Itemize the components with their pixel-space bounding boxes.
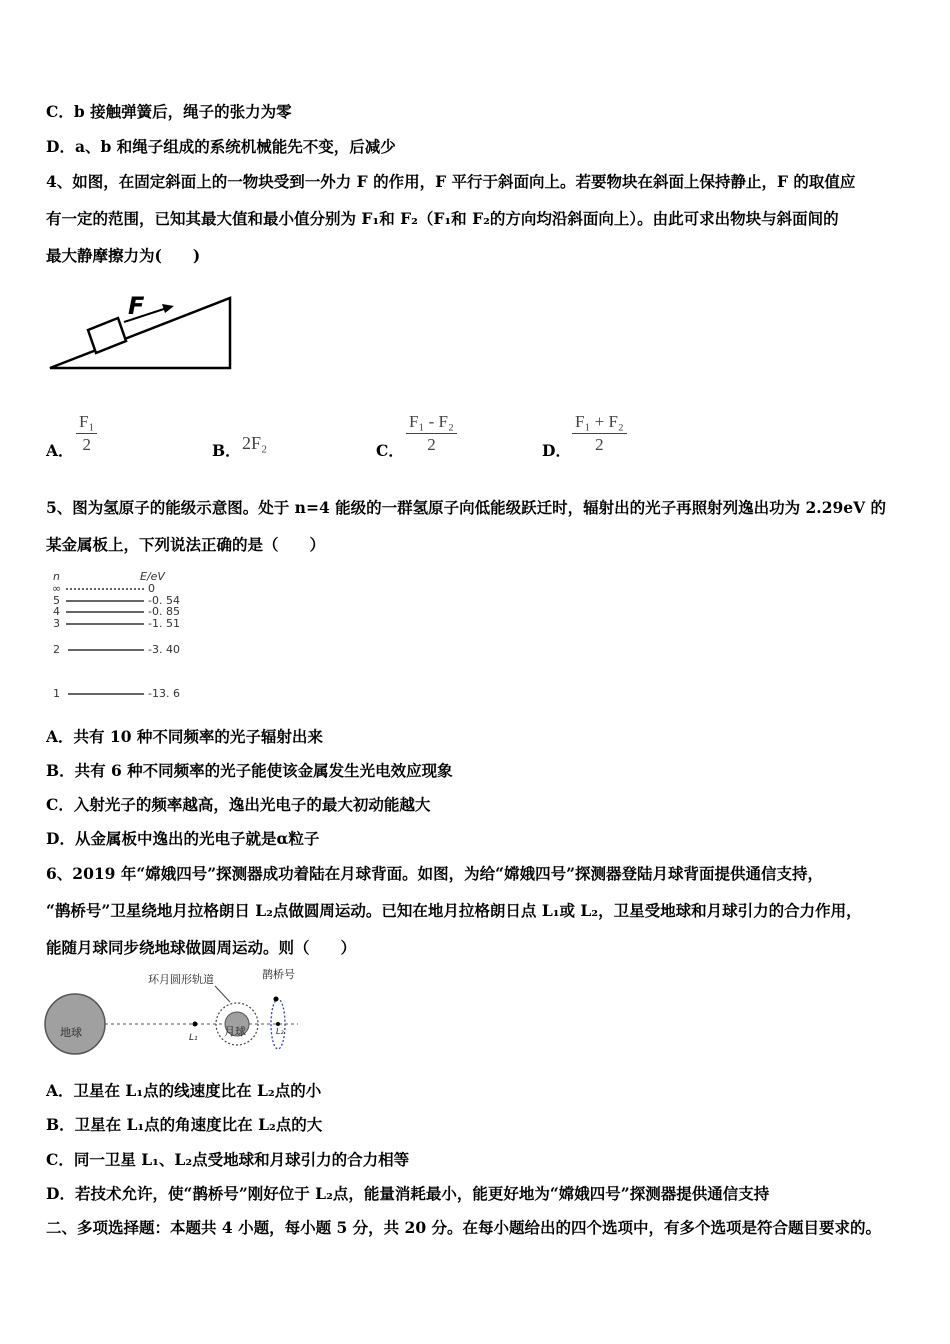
level-e: 0	[148, 582, 155, 595]
l1-point	[193, 1022, 198, 1027]
q4-option-d-fraction	[572, 412, 627, 456]
level-n: 4	[53, 605, 60, 618]
level-n: 3	[53, 617, 60, 630]
q4-option-c-fraction	[406, 412, 457, 456]
moon-label: 月球	[224, 1025, 246, 1038]
q3-option-c: C．b 接触弹簧后，绳子的张力为零	[46, 102, 292, 121]
q6-option-c: C．同一卫星 L₁、L₂点受地球和月球引力的合力相等	[46, 1150, 410, 1169]
orbit-label: 环月圆形轨道	[148, 973, 214, 986]
q6-option-a: A．卫星在 L₁点的线速度比在 L₂点的小	[46, 1081, 322, 1100]
col-n-header: n	[53, 570, 60, 583]
q4-option-b-label: B．	[212, 441, 241, 460]
l1-label: L₁	[189, 1033, 198, 1043]
l2-point	[276, 1022, 280, 1026]
l2-label: L₂	[276, 1027, 284, 1036]
force-label: F	[128, 292, 145, 320]
q5-energy-level-diagram	[44, 566, 204, 706]
level-e: -0. 54	[148, 594, 180, 607]
q4-option-c-numerator: F₁ - F₂	[406, 412, 457, 434]
level-n: 1	[53, 687, 60, 700]
q5-option-b: B．共有 6 种不同频率的光子能使该金属发生光电效应现象	[46, 761, 453, 780]
q4-option-d-numerator: F₁ + F₂	[572, 412, 627, 434]
satellite-label: 鹊桥号	[262, 968, 295, 981]
earth-circle	[45, 994, 105, 1054]
q6-option-b: B．卫星在 L₁点的角速度比在 L₂点的大	[46, 1115, 323, 1134]
q4-stem-line1: 4、如图，在固定斜面上的一物块受到一外力 F 的作用，F 平行于斜面向上。若要物块在斜面上保持静止，F 的取值应	[46, 172, 856, 191]
level-e: -3. 40	[148, 643, 180, 656]
orbit-label-pointer	[215, 986, 230, 1002]
q3-option-d: D．a、b 和绳子组成的系统机械能先不变，后减少	[46, 137, 396, 156]
q4-option-a-denominator: 2	[82, 435, 91, 454]
level-n: 2	[53, 643, 60, 656]
q4-option-c-label: C．	[376, 441, 404, 460]
q5-option-d: D．从金属板中逸出的光电子就是α粒子	[46, 829, 320, 848]
q5-stem-line1: 5、图为氢原子的能级示意图。处于 n=4 能级的一群氢原子向低能级跃迁时，辐射出的光子再照射列逸出功为 2.29eV 的	[46, 498, 887, 517]
q6-stem-line2: “鹊桥号”卫星绕地月拉格朗日 L₂点做圆周运动。已知在地月拉格朗日点 L₁或 L₂，卫星受地球和月球引力的合力作用，	[46, 901, 862, 920]
q5-stem-line2: 某金属板上，下列说法正确的是（ ）	[46, 535, 326, 554]
section-2-heading: 二、多项选择题：本题共 4 小题，每小题 5 分，共 20 分。在每小题给出的四个选项中，有多个选项是符合题目要求的。	[46, 1218, 882, 1237]
q4-incline-figure	[44, 286, 239, 376]
q4-option-a-fraction	[76, 412, 97, 456]
q4-option-b-expr: 2F₂	[242, 433, 268, 453]
q5-option-c: C．入射光子的频率越高，逸出光电子的最大初动能越大	[46, 795, 431, 814]
q5-option-a: A．共有 10 种不同频率的光子辐射出来	[46, 727, 323, 746]
block	[88, 318, 126, 353]
q4-option-d-denominator: 2	[595, 435, 604, 454]
level-e: -0. 85	[148, 605, 180, 618]
q4-option-a-numerator: F₁	[76, 412, 97, 434]
q4-option-c-denominator: 2	[427, 435, 436, 454]
q6-option-d: D．若技术允许，使“鹊桥号”刚好位于 L₂点，能量消耗最小，能更好地为“嫦娥四号”探测器提供通信支持	[46, 1184, 770, 1203]
q6-earth-moon-diagram	[40, 962, 310, 1062]
queqiao-satellite	[274, 997, 279, 1002]
q4-stem-line3: 最大静摩擦力为( )	[46, 246, 201, 265]
force-arrow-head	[162, 304, 174, 313]
q4-option-a-label: A．	[46, 441, 74, 460]
q6-stem-line1: 6、2019 年“嫦娥四号”探测器成功着陆在月球背面。如图，为给“嫦娥四号”探测器登陆月球背面提供通信支持，	[46, 864, 823, 883]
q4-option-d-label: D．	[542, 441, 571, 460]
q4-stem-line2: 有一定的范围，已知其最大值和最小值分别为 F₁和 F₂（F₁和 F₂的方向均沿斜面向上）。由此可求出物块与斜面间的	[46, 209, 839, 228]
level-e: -13. 6	[148, 687, 180, 700]
level-n: ∞	[52, 582, 62, 595]
col-e-header: E/eV	[140, 570, 165, 583]
earth-label: 地球	[60, 1026, 82, 1039]
level-n: 5	[53, 594, 60, 607]
q6-stem-line3: 能随月球同步绕地球做圆周运动。则（ ）	[46, 938, 357, 957]
level-e: -1. 51	[148, 617, 180, 630]
